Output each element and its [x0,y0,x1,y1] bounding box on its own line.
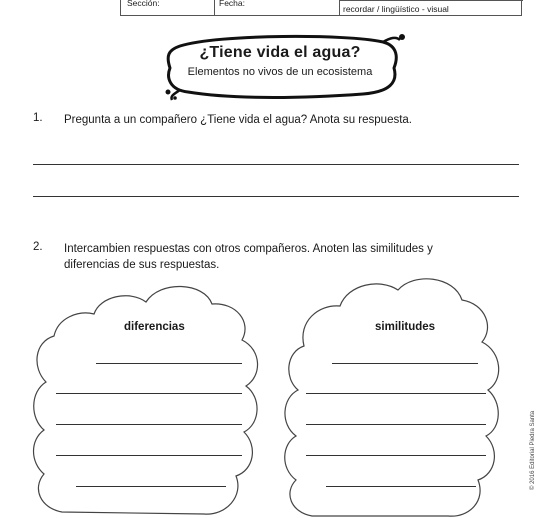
right-cloud-line-5[interactable] [326,486,476,487]
right-cloud-line-4[interactable] [306,455,486,456]
skills-text: recordar / lingüístico - visual [343,4,449,14]
page-subtitle: Elementos no vivos de un ecosistema [187,66,373,78]
left-cloud-line-3[interactable] [56,424,242,425]
section-label: Sección: [127,0,160,8]
question-2-text-line-1: Intercambien respuestas con otros compañeros. Anoten las similitudes y [64,243,433,255]
cloud-right-label: similitudes [375,321,436,333]
left-cloud-line-5[interactable] [76,486,226,487]
date-label: Fecha: [219,0,245,8]
question-1-number: 1. [33,112,43,124]
question-2-number: 2. [33,241,43,253]
cloud-right-outline [285,279,499,516]
left-cloud-line-4[interactable] [56,455,242,456]
page-title: ¿Tiene vida el agua? [199,44,361,61]
copyright-text: © 2016 Editorial Piedra Santa [530,410,536,490]
left-cloud-line-1[interactable] [96,363,242,364]
cloud-left-label: diferencias [124,321,185,333]
right-cloud-line-3[interactable] [306,424,486,425]
left-cloud-line-2[interactable] [56,393,242,394]
right-cloud-line-1[interactable] [332,363,478,364]
question-2-text-line-2: diferencias de sus respuestas. [64,259,220,271]
question-1-text: Pregunta a un compañero ¿Tiene vida el agua? Anota su respuesta. [64,114,412,126]
right-cloud-line-2[interactable] [306,393,486,394]
